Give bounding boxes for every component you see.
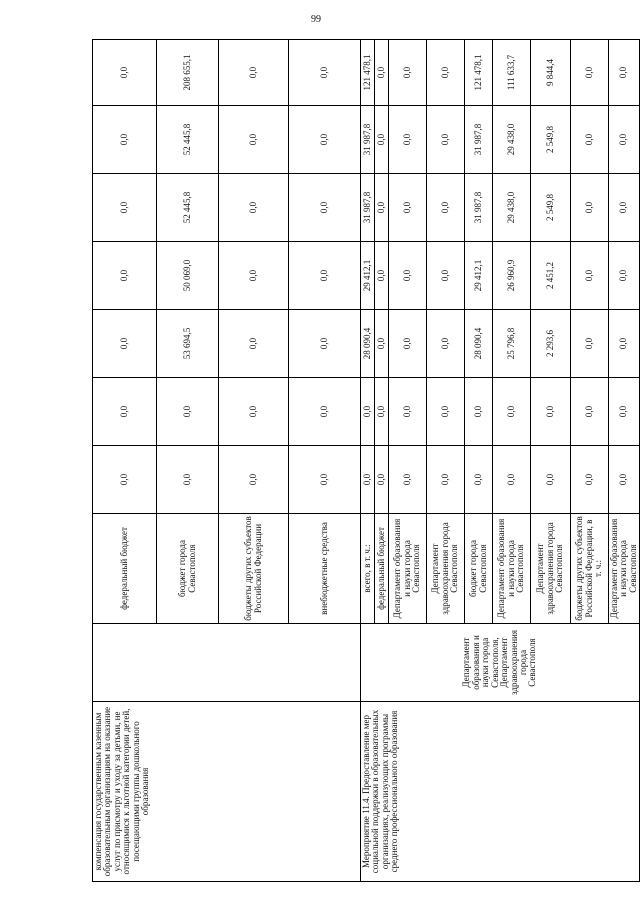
value-cell: 50 069,0: [157, 242, 219, 310]
value-cell: 0,0: [427, 174, 465, 242]
value-cell: 0,0: [531, 378, 571, 446]
value-cell: 29 438,0: [493, 106, 531, 174]
value-cell: 0,0: [609, 106, 640, 174]
source-cell: бюджет города Севастополя: [157, 514, 219, 624]
value-cell: 0,0: [389, 446, 427, 514]
value-cell: 9 844,4: [531, 40, 571, 106]
value-cell: 0,0: [157, 378, 219, 446]
value-cell: 29 412,1: [361, 242, 375, 310]
value-cell: 26 960,9: [493, 242, 531, 310]
measure-description: компенсация государственным казенным образовательным организациям на оказание услуг по присмотру и уходу за детьми, не относящимися к льготной категории детей, посещающими группы дошкольного образования: [93, 702, 361, 882]
value-cell: 0,0: [389, 310, 427, 378]
value-cell: 0,0: [609, 174, 640, 242]
value-cell: 0,0: [389, 174, 427, 242]
value-cell: 0,0: [571, 242, 609, 310]
value-cell: 0,0: [427, 242, 465, 310]
source-cell: внебюджетные средства: [289, 514, 361, 624]
value-cell: 0,0: [93, 310, 157, 378]
source-cell: Департамент здравоохранения города Севастополя: [531, 514, 571, 624]
value-cell: 28 090,4: [465, 310, 493, 378]
table-rotator: [92, 40, 638, 882]
value-cell: 0,0: [289, 106, 361, 174]
budget-table: [92, 39, 640, 882]
source-cell: всего, в т. ч.:: [361, 514, 375, 624]
value-cell: 28 090,4: [361, 310, 375, 378]
value-cell: 2 549,8: [531, 106, 571, 174]
table-row: [93, 40, 157, 882]
source-cell: Департамент образования и науки города Севастополя: [609, 514, 640, 624]
value-cell: 2 293,6: [531, 310, 571, 378]
value-cell: 0,0: [609, 378, 640, 446]
value-cell: 0,0: [219, 106, 289, 174]
value-cell: 0,0: [609, 242, 640, 310]
value-cell: 0,0: [219, 174, 289, 242]
value-cell: 0,0: [375, 174, 389, 242]
value-cell: 25 796,8: [493, 310, 531, 378]
executor-cell: Департамент образования и науки города Севастополя, Департамент здравоохранения города Севастополя: [361, 624, 640, 702]
source-cell: федеральный бюджет: [93, 514, 157, 624]
value-cell: 0,0: [571, 446, 609, 514]
value-cell: 0,0: [375, 378, 389, 446]
value-cell: 29 412,1: [465, 242, 493, 310]
value-cell: 0,0: [289, 446, 361, 514]
value-cell: 0,0: [93, 242, 157, 310]
value-cell: 0,0: [375, 40, 389, 106]
value-cell: 31 987,8: [361, 174, 375, 242]
value-cell: 0,0: [427, 446, 465, 514]
rotated-table-area: [92, 40, 638, 882]
source-cell: бюджеты других субъектов Российской Федерации: [219, 514, 289, 624]
value-cell: 0,0: [427, 106, 465, 174]
source-cell: бюджеты других субъектов Российской Федерации, в т. ч.:: [571, 514, 609, 624]
value-cell: 0,0: [389, 378, 427, 446]
value-cell: 0,0: [493, 446, 531, 514]
value-cell: 52 445,8: [157, 174, 219, 242]
value-cell: 0,0: [609, 40, 640, 106]
value-cell: 0,0: [609, 446, 640, 514]
value-cell: 0,0: [289, 310, 361, 378]
table-row: [361, 40, 375, 882]
value-cell: 0,0: [571, 106, 609, 174]
value-cell: 0,0: [93, 378, 157, 446]
value-cell: 0,0: [289, 242, 361, 310]
value-cell: 0,0: [375, 242, 389, 310]
executor-cell: [93, 624, 361, 702]
value-cell: 0,0: [289, 378, 361, 446]
source-cell: бюджет города Севастополя: [465, 514, 493, 624]
value-cell: 0,0: [375, 446, 389, 514]
value-cell: 0,0: [427, 310, 465, 378]
value-cell: 0,0: [219, 40, 289, 106]
value-cell: 2 451,2: [531, 242, 571, 310]
value-cell: 0,0: [609, 310, 640, 378]
value-cell: 0,0: [93, 446, 157, 514]
value-cell: 53 694,5: [157, 310, 219, 378]
value-cell: 121 478,1: [465, 40, 493, 106]
value-cell: 0,0: [571, 378, 609, 446]
value-cell: 0,0: [93, 106, 157, 174]
value-cell: 0,0: [465, 446, 493, 514]
value-cell: 0,0: [289, 174, 361, 242]
value-cell: 0,0: [219, 446, 289, 514]
value-cell: 0,0: [219, 242, 289, 310]
value-cell: 0,0: [157, 446, 219, 514]
value-cell: 31 987,8: [465, 106, 493, 174]
value-cell: 0,0: [465, 378, 493, 446]
value-cell: 111 633,7: [493, 40, 531, 106]
value-cell: 0,0: [571, 40, 609, 106]
value-cell: 121 478,1: [361, 40, 375, 106]
value-cell: 0,0: [427, 378, 465, 446]
value-cell: 0,0: [389, 106, 427, 174]
value-cell: 31 987,8: [361, 106, 375, 174]
value-cell: 0,0: [531, 446, 571, 514]
value-cell: 31 987,8: [465, 174, 493, 242]
value-cell: 52 445,8: [157, 106, 219, 174]
value-cell: 208 655,1: [157, 40, 219, 106]
value-cell: 0,0: [219, 378, 289, 446]
value-cell: 0,0: [427, 40, 465, 106]
value-cell: 0,0: [361, 378, 375, 446]
page-number: 99: [311, 14, 321, 25]
value-cell: 0,0: [389, 242, 427, 310]
value-cell: 0,0: [375, 310, 389, 378]
value-cell: 0,0: [93, 40, 157, 106]
source-cell: Департамент образования и науки города Севастополя: [493, 514, 531, 624]
value-cell: 0,0: [375, 106, 389, 174]
value-cell: 0,0: [93, 174, 157, 242]
value-cell: 0,0: [389, 40, 427, 106]
value-cell: 0,0: [289, 40, 361, 106]
value-cell: 0,0: [571, 310, 609, 378]
source-cell: Департамент образования и науки города Севастополя: [389, 514, 427, 624]
source-cell: федеральный бюджет: [375, 514, 389, 624]
value-cell: 0,0: [493, 378, 531, 446]
value-cell: 29 438,0: [493, 174, 531, 242]
measure-description: Мероприятие 11.4. Предоставление мер социальной поддержки в образовательных организациях, реализующих программы среднего профессионального образования: [361, 702, 640, 882]
source-cell: Департамент здравоохранения города Севастополя: [427, 514, 465, 624]
value-cell: 0,0: [571, 174, 609, 242]
value-cell: 0,0: [361, 446, 375, 514]
value-cell: 2 549,8: [531, 174, 571, 242]
value-cell: 0,0: [219, 310, 289, 378]
